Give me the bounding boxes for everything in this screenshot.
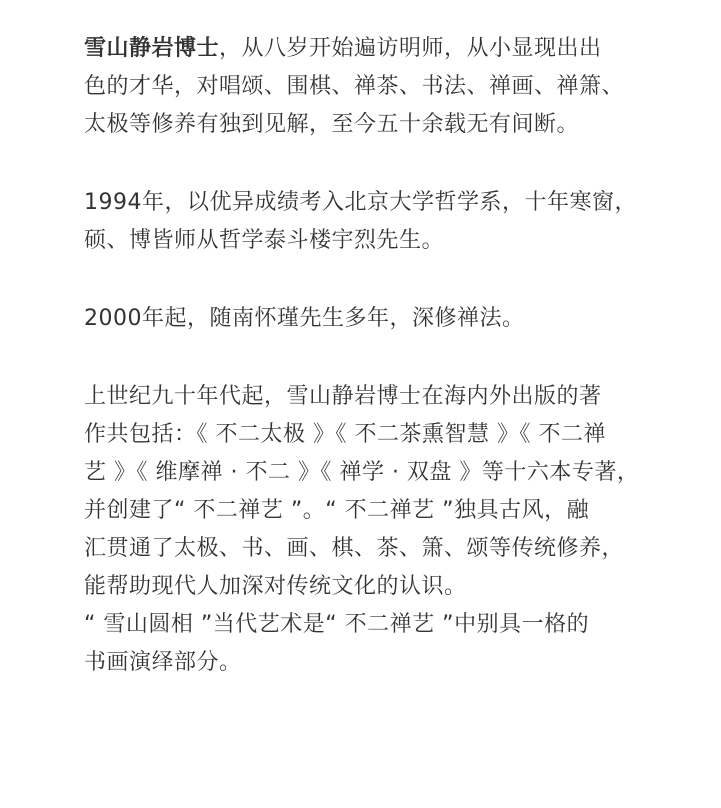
paragraph-line: 作共包括：《 不二太极 》《 不二茶熏智慧 》《 不二禅 xyxy=(84,422,606,447)
paragraph-line: 并创建了“ 不二禅艺 ”。“ 不二禅艺 ”独具古风，融 xyxy=(84,498,590,523)
paragraph-education xyxy=(84,184,704,260)
paragraph-study xyxy=(84,300,704,338)
paragraph-line: 硕、博皆师从哲学泰斗楼宇烈先生。 xyxy=(84,228,445,253)
paragraph-line: 能帮助现代人加深对传统文化的认识。 xyxy=(84,574,467,599)
paragraph-line: “ 雪山圆相 ”当代艺术是“ 不二禅艺 ”中别具一格的 xyxy=(84,612,590,637)
paragraph-line: 艺 》《 维摩禅 · 不二 》《 禅学 · 双盘 》等十六本专著， xyxy=(84,460,640,485)
paragraph-line: 1994年，以优异成绩考入北京大学哲学系，十年寒窗， xyxy=(84,190,637,215)
paragraph-intro xyxy=(84,30,704,144)
paragraph-line: 书画演绎部分。 xyxy=(84,650,242,675)
paragraph-line: 太极等修养有独到见解，至今五十余载无有间断。 xyxy=(84,112,580,137)
paragraph-line: 汇贯通了太极、书、画、棋、茶、箫、颂等传统修养， xyxy=(84,536,625,561)
paragraph-line: 2000年起，随南怀瑾先生多年，深修禅法。 xyxy=(84,306,525,331)
paragraph-line: 色的才华，对唱颂、围棋、禅茶、书法、禅画、禅箫、 xyxy=(84,74,625,99)
paragraph-line: 上世纪九十年代起，雪山静岩博士在海内外出版的著 xyxy=(84,384,602,409)
paragraph-publications xyxy=(84,378,704,682)
paragraph-line xyxy=(84,30,704,68)
author-name: 雪山静岩博士 xyxy=(84,36,220,61)
paragraph-text: ，从八岁开始遍访明师，从小显现出出 xyxy=(219,36,602,61)
